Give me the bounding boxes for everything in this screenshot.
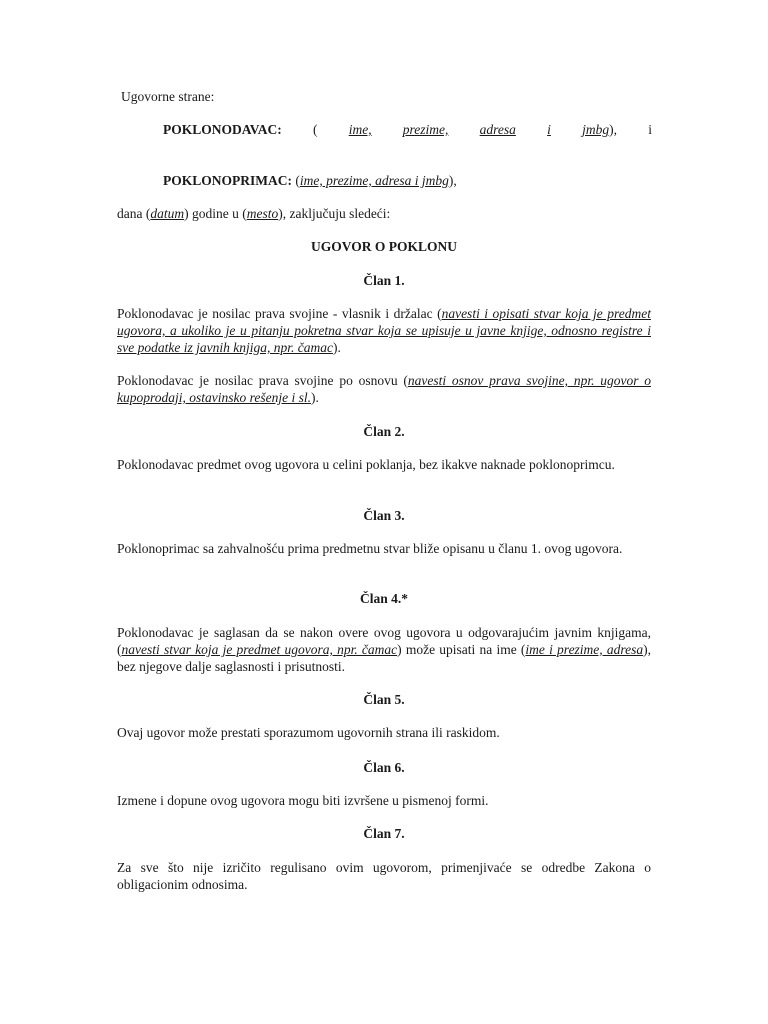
- article-4-paragraph: [117, 624, 651, 675]
- donor-placeholder-word: prezime,: [402, 122, 449, 137]
- receiver-close: ),: [448, 173, 457, 188]
- paragraph-text: Poklonodavac je nosilac prava svojine - vlasnik i držalac (: [117, 306, 442, 321]
- article-1-paragraph-2: [117, 372, 651, 406]
- paragraph-text: Poklonodavac je saglasan da se nakon overe ovog ugovora u odgovarajućim javnim knjigama, (: [117, 625, 651, 657]
- receiver-placeholder: ime, prezime, adresa i jmbg: [299, 173, 449, 188]
- paragraph-text: Poklonodavac je nosilac prava svojine po osnovu (: [117, 373, 408, 388]
- article-5-heading: Član 5.: [363, 692, 405, 707]
- paragraph-text: ), bez njegove dalje saglasnosti i prisutnosti.: [117, 642, 652, 674]
- donor-line: [163, 121, 652, 138]
- name-address-placeholder: ime i prezime, adresa: [525, 642, 644, 657]
- article-6-paragraph: Izmene i dopune ovog ugovora mogu biti izvršene u pismenoj formi.: [117, 793, 489, 808]
- article-7-paragraph: Za sve što nije izričito regulisano ovim ugovorom, primenjivaće se odredbe Zakona o obligacionim odnosima.: [117, 860, 651, 892]
- article-5-paragraph: Ovaj ugovor može prestati sporazumom ugovornih strana ili raskidom.: [117, 725, 500, 740]
- paragraph-text: ) može upisati na ime (: [397, 642, 526, 657]
- donor-close: ),: [609, 122, 617, 137]
- date-place-line: [117, 205, 390, 222]
- article-6-heading: Član 6.: [363, 760, 405, 775]
- contracting-parties-label: Ugovorne strane:: [121, 89, 215, 104]
- donor-open: (: [312, 122, 318, 137]
- donor-trailing: i: [648, 122, 652, 137]
- dateline-text: ) godine u (: [184, 206, 247, 221]
- donor-role: POKLONODAVAC:: [163, 122, 282, 137]
- article-1-paragraph-1: [117, 305, 651, 356]
- dateline-text: dana (: [117, 206, 151, 221]
- donor-placeholder-word: i: [547, 122, 551, 137]
- place-placeholder: mesto: [246, 206, 279, 221]
- article-3-heading: Član 3.: [363, 508, 405, 523]
- article-4-heading: Član 4.*: [359, 591, 408, 606]
- receiver-open: (: [295, 173, 300, 188]
- article-7-heading: Član 7.: [363, 826, 405, 841]
- donor-placeholder-word: jmbg: [582, 122, 610, 137]
- article-3-paragraph: Poklonoprimac sa zahvalnošću prima predmetnu stvar bliže opisanu u članu 1. ovog ugovora.: [117, 541, 623, 556]
- donor-placeholder-word: ime,: [348, 122, 372, 137]
- ownership-basis-placeholder: navesti osnov prava svojine, npr. ugovor o kupoprodaji, ostavinsko rešenje i sl.: [117, 373, 651, 405]
- receiver-line: [163, 172, 652, 189]
- paragraph-text: ).: [332, 340, 341, 355]
- item-placeholder: navesti stvar koja je predmet ugovora, npr. čamac: [121, 642, 398, 657]
- item-placeholder: navesti i opisati stvar koja je predmet ugovora, a ukoliko je u pitanju pokretna stvar koja se upisuje u javne knjige, odnosno registre i sve podatke iz javnih knjiga, npr. čamac: [117, 306, 651, 355]
- dateline-text: ), zaključuju sledeći:: [278, 206, 391, 221]
- donor-placeholder-word: adresa: [479, 122, 516, 137]
- date-placeholder: datum: [150, 206, 185, 221]
- article-1-heading: Član 1.: [363, 273, 405, 288]
- paragraph-text: ).: [310, 390, 319, 405]
- article-2-paragraph: Poklonodavac predmet ovog ugovora u celini poklanja, bez ikakve naknade poklonoprimcu.: [117, 457, 615, 472]
- contract-title: UGOVOR O POKLONU: [311, 239, 457, 254]
- article-2-heading: Član 2.: [363, 424, 405, 439]
- receiver-role: POKLONOPRIMAC:: [163, 173, 292, 188]
